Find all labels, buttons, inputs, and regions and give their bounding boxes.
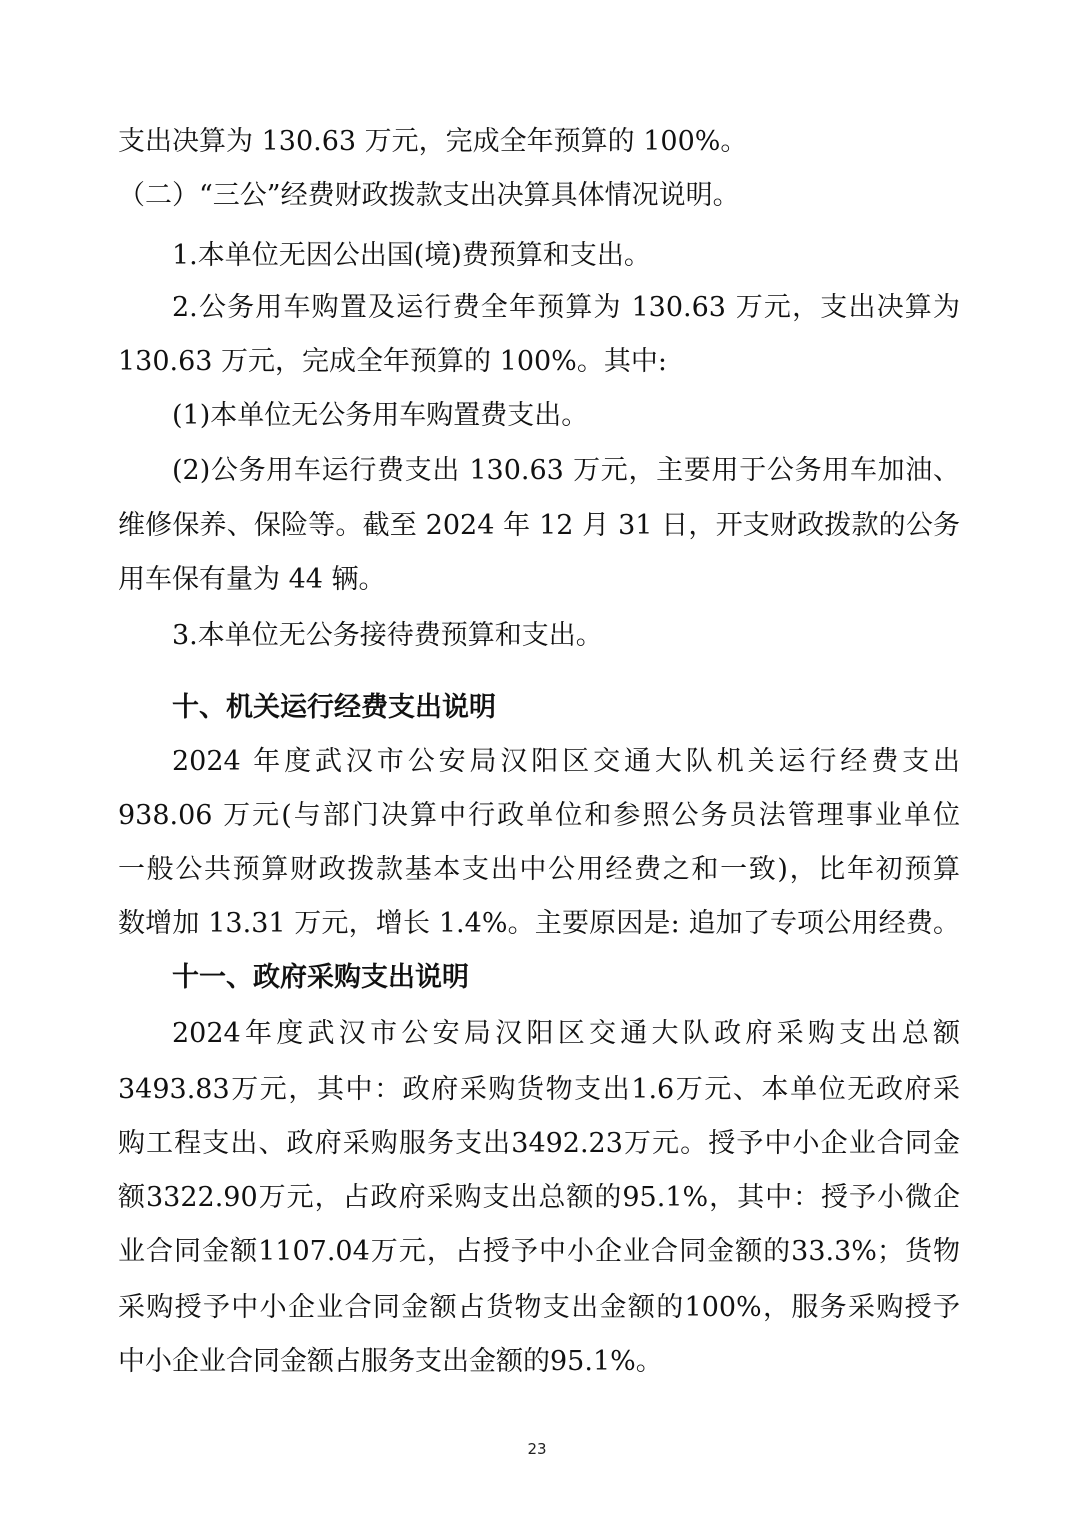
section-heading: 十一、政府采购支出说明 [172,962,469,993]
paragraph-line: (1)本单位无公务用车购置费支出。 [172,400,589,431]
paragraph-line: 一般公共预算财政拨款基本支出中公用经费之和一致)，比年初预算 [118,854,960,885]
paragraph-line: 用车保有量为 44 辆。 [118,564,386,595]
paragraph-line: 业合同金额1107.04万元，占授予中小企业合同金额的33.3%；货物 [118,1236,960,1267]
paragraph-line: 维修保养、保险等。截至 2024 年 12 月 31 日，开支财政拨款的公务 [118,510,960,541]
paragraph-line: 1.本单位无因公出国(境)费预算和支出。 [172,240,651,271]
paragraph-line: 2024年度武汉市公安局汉阳区交通大队政府采购支出总额 [172,1018,960,1049]
paragraph-line: 支出决算为 130.63 万元，完成全年预算的 100%。 [118,126,748,157]
section-subheading: （二）“三公”经费财政拨款支出决算具体情况说明。 [118,180,740,211]
paragraph-line: 3.本单位无公务接待费预算和支出。 [172,620,603,651]
paragraph-line: 采购授予中小企业合同金额占货物支出金额的100%，服务采购授予 [118,1292,960,1323]
paragraph-line: 2.公务用车购置及运行费全年预算为 130.63 万元，支出决算为 [172,292,960,323]
paragraph-line: 额3322.90万元，占政府采购支出总额的95.1%，其中：授予小微企 [118,1182,960,1213]
paragraph-line: 购工程支出、政府采购服务支出3492.23万元。授予中小企业合同金 [118,1128,960,1159]
paragraph-line: (2)公务用车运行费支出 130.63 万元，主要用于公务用车加油、 [172,455,960,486]
paragraph-line: 3493.83万元，其中：政府采购货物支出1.6万元、本单位无政府采 [118,1074,960,1105]
paragraph-line: 中小企业合同金额占服务支出金额的95.1%。 [118,1346,663,1377]
paragraph-line: 数增加 13.31 万元，增长 1.4%。主要原因是: 追加了专项公用经费。 [118,908,960,939]
section-heading: 十、机关运行经费支出说明 [172,692,496,723]
paragraph-line: 2024 年度武汉市公安局汉阳区交通大队机关运行经费支出 [172,746,960,777]
paragraph-line: 938.06 万元(与部门决算中行政单位和参照公务员法管理事业单位 [118,800,960,831]
paragraph-line: 130.63 万元，完成全年预算的 100%。其中: [118,346,667,377]
page-number: 23 [527,1440,547,1458]
